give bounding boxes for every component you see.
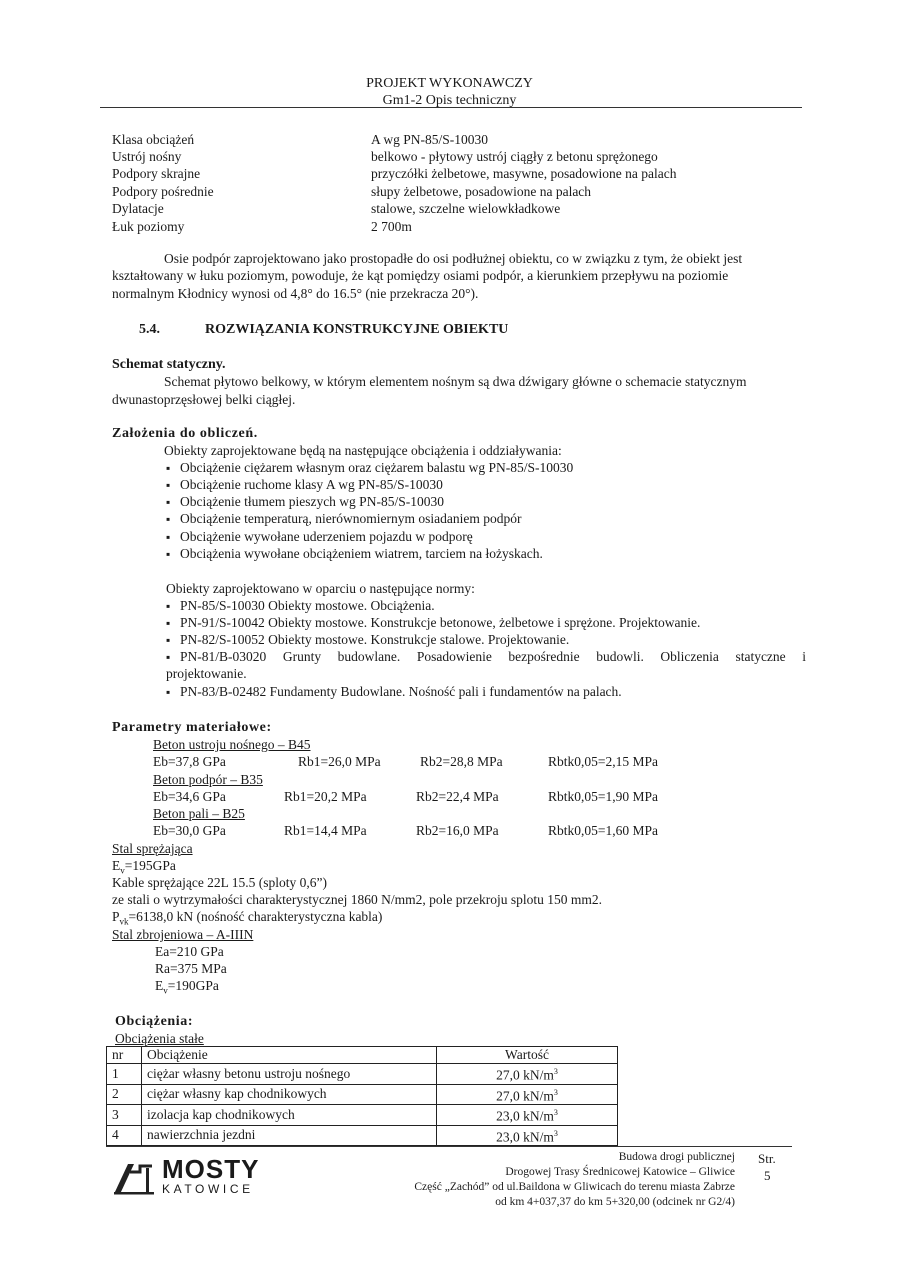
row-number: 3: [107, 1105, 142, 1126]
spec-label: Podpory pośrednie: [112, 184, 214, 199]
prestressing-pvk: $P_{vk}=6138,0$ kN (nośność charakterystyczna kabla): [112, 909, 383, 927]
concrete-rbtk: Rbtk0,05=1,60 MPa: [548, 823, 658, 838]
list-item: ▪ PN-82/S-10052 Obiekty mostowe. Konstrukcje stalowe. Projektowanie.: [166, 632, 569, 648]
spec-label: Ustrój nośny: [112, 149, 182, 164]
document-title: PROJEKT WYKONAWCZY: [366, 76, 533, 91]
reinforcing-ea: Ea=210 GPa: [155, 944, 224, 959]
zalozenia-heading: Założenia do obliczeń.: [112, 426, 258, 441]
spec-value: 2 700m: [371, 219, 412, 234]
concrete-rb2: Rb2=16,0 MPa: [416, 823, 499, 838]
concrete-rbtk: Rbtk0,05=2,15 MPa: [548, 754, 658, 769]
list-item: ▪ Obciążenia wywołane obciążeniem wiatrem, tarciem na łożyskach.: [166, 546, 543, 562]
document-subtitle: Gm1-2 Opis techniczny: [382, 93, 517, 108]
prestressing-strength: ze stali o wytrzymałości charakterystycznej 1860 N/mm2, pole przekroju splotu 150 mm2.: [112, 892, 603, 907]
paragraph-line: normalnym Kłodnicy wynosi od 4,8° do 16.5° (nie przekracza 20°).: [112, 286, 479, 301]
row-number: 2: [107, 1084, 142, 1105]
column-header: Wartość: [437, 1047, 618, 1064]
loads-heading: Obciążenia:: [115, 1014, 194, 1029]
list-item: ▪ PN-83/B-02482 Fundamenty Budowlane. Nośność pali i fundamentów na palach.: [166, 684, 622, 700]
paragraph-line: kształtowany w łuku poziomym, powoduje, że kąt pomiędzy osiami podpór, a kierunkiem przepływu na poziomie: [112, 268, 729, 283]
prestressing-steel-heading: Stal sprężająca: [112, 841, 193, 856]
header-rule: [100, 107, 802, 108]
reinforcing-steel-heading: Stal zbrojeniowa – A-IIIN: [112, 927, 254, 942]
row-load-name: izolacja kap chodnikowych: [142, 1105, 437, 1126]
reinforcing-ra: Ra=375 MPa: [155, 961, 227, 976]
concrete-rb2: Rb2=28,8 MPa: [420, 754, 503, 769]
spec-label: Dylatacje: [112, 201, 164, 216]
table-row: [107, 1105, 618, 1126]
spec-label: Podpory skrajne: [112, 166, 201, 181]
row-load-name: nawierzchnia jezdni: [142, 1125, 437, 1146]
spec-label: Klasa obciążeń: [112, 132, 195, 147]
section-title: ROZWIĄZANIA KONSTRUKCYJNE OBIEKTU: [205, 322, 509, 337]
norms-intro: Obiekty zaprojektowano w oparciu o następujące normy:: [166, 581, 475, 596]
list-item: ▪ PN-85/S-10030 Obiekty mostowe. Obciążenia.: [166, 598, 435, 614]
prestressing-cables: Kable sprężające 22L 15.5 (sploty 0,6”): [112, 875, 328, 890]
list-item: ▪ Obciążenie ruchome klasy A wg PN-85/S-10030: [166, 477, 443, 493]
concrete-name: Beton ustroju nośnego – B45: [153, 737, 311, 752]
table-row: [107, 1125, 618, 1146]
paragraph-line: Schemat płytowo belkowy, w którym elementem nośnym są dwa dźwigary główne o schemacie statycznym: [164, 374, 747, 389]
row-number: 1: [107, 1064, 142, 1085]
loads-intro: Obiekty zaprojektowane będą na następujące obciążenia i oddziaływania:: [164, 443, 562, 458]
concrete-rb1: Rb1=20,2 MPa: [284, 789, 367, 804]
table-row: [107, 1064, 618, 1085]
list-item: ▪ Obciążenie ciężarem własnym oraz ciężarem balastu wg PN-85/S-10030: [166, 460, 573, 476]
page-number: 5: [764, 1168, 771, 1183]
row-load-value: 23,0 $kN/m^3$: [437, 1125, 618, 1146]
spec-value: słupy żelbetowe, posadowione na palach: [371, 184, 592, 199]
concrete-rb1: Rb1=14,4 MPa: [284, 823, 367, 838]
row-load-name: ciężar własny betonu ustroju nośnego: [142, 1064, 437, 1085]
spec-label: Łuk poziomy: [112, 219, 185, 234]
concrete-rb1: Rb1=26,0 MPa: [298, 754, 381, 769]
permanent-loads-subheading: Obciążenia stałe: [115, 1031, 204, 1046]
concrete-rbtk: Rbtk0,05=1,90 MPa: [548, 789, 658, 804]
row-load-value: 27,0 $kN/m^3$: [437, 1064, 618, 1085]
row-load-value: 27,0 $kN/m^3$: [437, 1084, 618, 1105]
list-item: ▪ Obciążenie tłumem pieszych wg PN-85/S-10030: [166, 494, 444, 510]
schemat-heading: Schemat statyczny.: [112, 357, 226, 372]
concrete-name: Beton pali – B25: [153, 806, 245, 821]
logo-main-text: MOSTY: [162, 1154, 260, 1184]
company-logo: [162, 1156, 259, 1196]
list-item: ▪ PN-81/B-03020 Grunty budowlane. Posadowienie bezpośrednie budowli. Obliczenia statyczne i: [166, 649, 806, 665]
concrete-eb: Eb=37,8 GPa: [153, 754, 226, 769]
concrete-eb: Eb=34,6 GPa: [153, 789, 226, 804]
column-header: Obciążenie: [142, 1047, 437, 1064]
footer-line: Drogowej Trasy Średnicowej Katowice – Gliwice: [505, 1166, 735, 1178]
paragraph-line: dwunastoprzęsłowej belki ciągłej.: [112, 392, 296, 407]
list-item: ▪ PN-91/S-10042 Obiekty mostowe. Konstrukcje betonowe, żelbetowe i sprężone. Projektowanie.: [166, 615, 700, 631]
concrete-rb2: Rb2=22,4 MPa: [416, 789, 499, 804]
footer-line: Budowa drogi publicznej: [618, 1151, 735, 1163]
prestressing-steel-ev: $E_v=195GPa$: [112, 858, 176, 876]
row-load-name: ciężar własny kap chodnikowych: [142, 1084, 437, 1105]
table-row: [107, 1084, 618, 1105]
spec-value: belkowo - płytowy ustrój ciągły z betonu sprężonego: [371, 149, 658, 164]
spec-value: A wg PN-85/S-10030: [371, 132, 489, 147]
mosty-logo-icon: [112, 1160, 156, 1196]
section-number: 5.4.: [139, 322, 160, 337]
footer-line: Część „Zachód” od ul.Baildona w Gliwicach do terenu miasta Zabrze: [414, 1181, 735, 1193]
spec-value: przyczółki żelbetowe, masywne, posadowione na palach: [371, 166, 677, 181]
reinforcing-ev: $E_v=190GPa$: [155, 978, 219, 996]
spec-value: stalowe, szczelne wielowkładkowe: [371, 201, 561, 216]
list-item-continuation: projektowanie.: [166, 666, 247, 681]
table-header-row: [107, 1047, 618, 1064]
row-load-value: 23,0 $kN/m^3$: [437, 1105, 618, 1126]
list-item: ▪ Obciążenie wywołane uderzeniem pojazdu w podporę: [166, 529, 473, 545]
page-label: Str.: [758, 1151, 776, 1166]
paragraph-line: Osie podpór zaprojektowano jako prostopadłe do osi podłużnej obiektu, co w związku z tym, że obiekt jest: [164, 251, 743, 266]
row-number: 4: [107, 1125, 142, 1146]
list-item: ▪ Obciążenie temperaturą, nierównomiernym osiadaniem podpór: [166, 511, 522, 527]
concrete-name: Beton podpór – B35: [153, 772, 263, 787]
permanent-loads-table: [106, 1046, 618, 1146]
footer-rule: [106, 1146, 792, 1147]
logo-sub-text: KATOWICE: [162, 1182, 254, 1196]
concrete-eb: Eb=30,0 GPa: [153, 823, 226, 838]
materials-heading: Parametry materiałowe:: [112, 720, 272, 735]
footer-line: od km 4+037,37 do km 5+320,00 (odcinek nr G2/4): [495, 1196, 735, 1208]
column-header: nr: [107, 1047, 142, 1064]
